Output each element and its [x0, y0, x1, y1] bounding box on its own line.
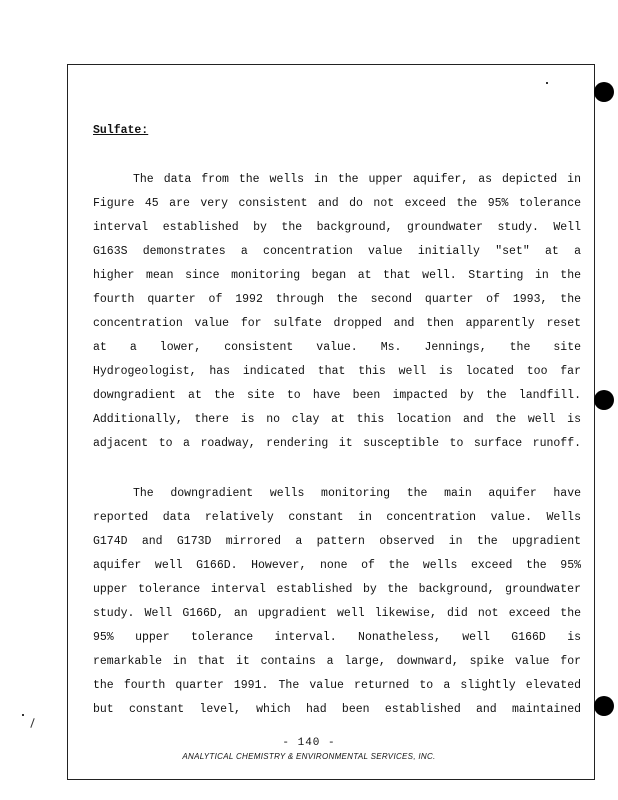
text-line: G163S demonstrates a concentration value initially "set" at a: [93, 245, 581, 258]
punch-hole: [594, 390, 614, 410]
text-line: fourth quarter of 1992 through the second quarter of 1993, the: [93, 293, 581, 306]
text-line: downgradient at the site to have been impacted by the landfill.: [93, 389, 581, 402]
text-line: Additionally, there is no clay at this location and the well is: [93, 413, 581, 426]
section-heading: Sulfate:: [93, 124, 149, 137]
text-line: at a lower, consistent value. Ms. Jennings, the site: [93, 341, 581, 354]
text-line: higher mean since monitoring began at that well. Starting in the: [93, 269, 581, 282]
page-number: - 140 -: [282, 737, 336, 749]
text-line: The downgradient wells monitoring the main aquifer have: [133, 487, 581, 500]
text-line: concentration value for sulfate dropped and then apparently reset: [93, 317, 581, 330]
paragraph-2: [93, 482, 581, 722]
text-line: Figure 45 are very consistent and do not exceed the 95% tolerance: [93, 197, 581, 210]
text-line: 95% upper tolerance interval. Nonatheless, well G166D is: [93, 631, 581, 644]
footer-organization: ANALYTICAL CHEMISTRY & ENVIRONMENTAL SERVICES, INC.: [182, 752, 436, 761]
text-line: study. Well G166D, an upgradient well likewise, did not exceed the: [93, 607, 581, 620]
punch-hole: [594, 82, 614, 102]
text-line: The data from the wells in the upper aquifer, as depicted in: [133, 173, 581, 186]
text-line: G174D and G173D mirrored a pattern observed in the upgradient: [93, 535, 581, 548]
text-line: interval established by the background, groundwater study. Well: [93, 221, 581, 234]
text-line: but constant level, which had been established and maintained: [93, 703, 581, 716]
scan-speck: [30, 718, 34, 728]
text-line: reported data relatively constant in concentration value. Wells: [93, 511, 581, 524]
scan-speck: [22, 714, 24, 716]
scan-speck: [546, 82, 548, 84]
text-line: remarkable in that it contains a large, downward, spike value for: [93, 655, 581, 668]
text-line: aquifer well G166D. However, none of the wells exceed the 95%: [93, 559, 581, 572]
text-line: upper tolerance interval established by the background, groundwater: [93, 583, 581, 596]
punch-hole: [594, 696, 614, 716]
text-line: Hydrogeologist, has indicated that this well is located too far: [93, 365, 581, 378]
text-line: the fourth quarter 1991. The value returned to a slightly elevated: [93, 679, 581, 692]
paragraph-1: [93, 168, 581, 456]
text-line: adjacent to a roadway, rendering it susceptible to surface runoff.: [93, 437, 581, 450]
